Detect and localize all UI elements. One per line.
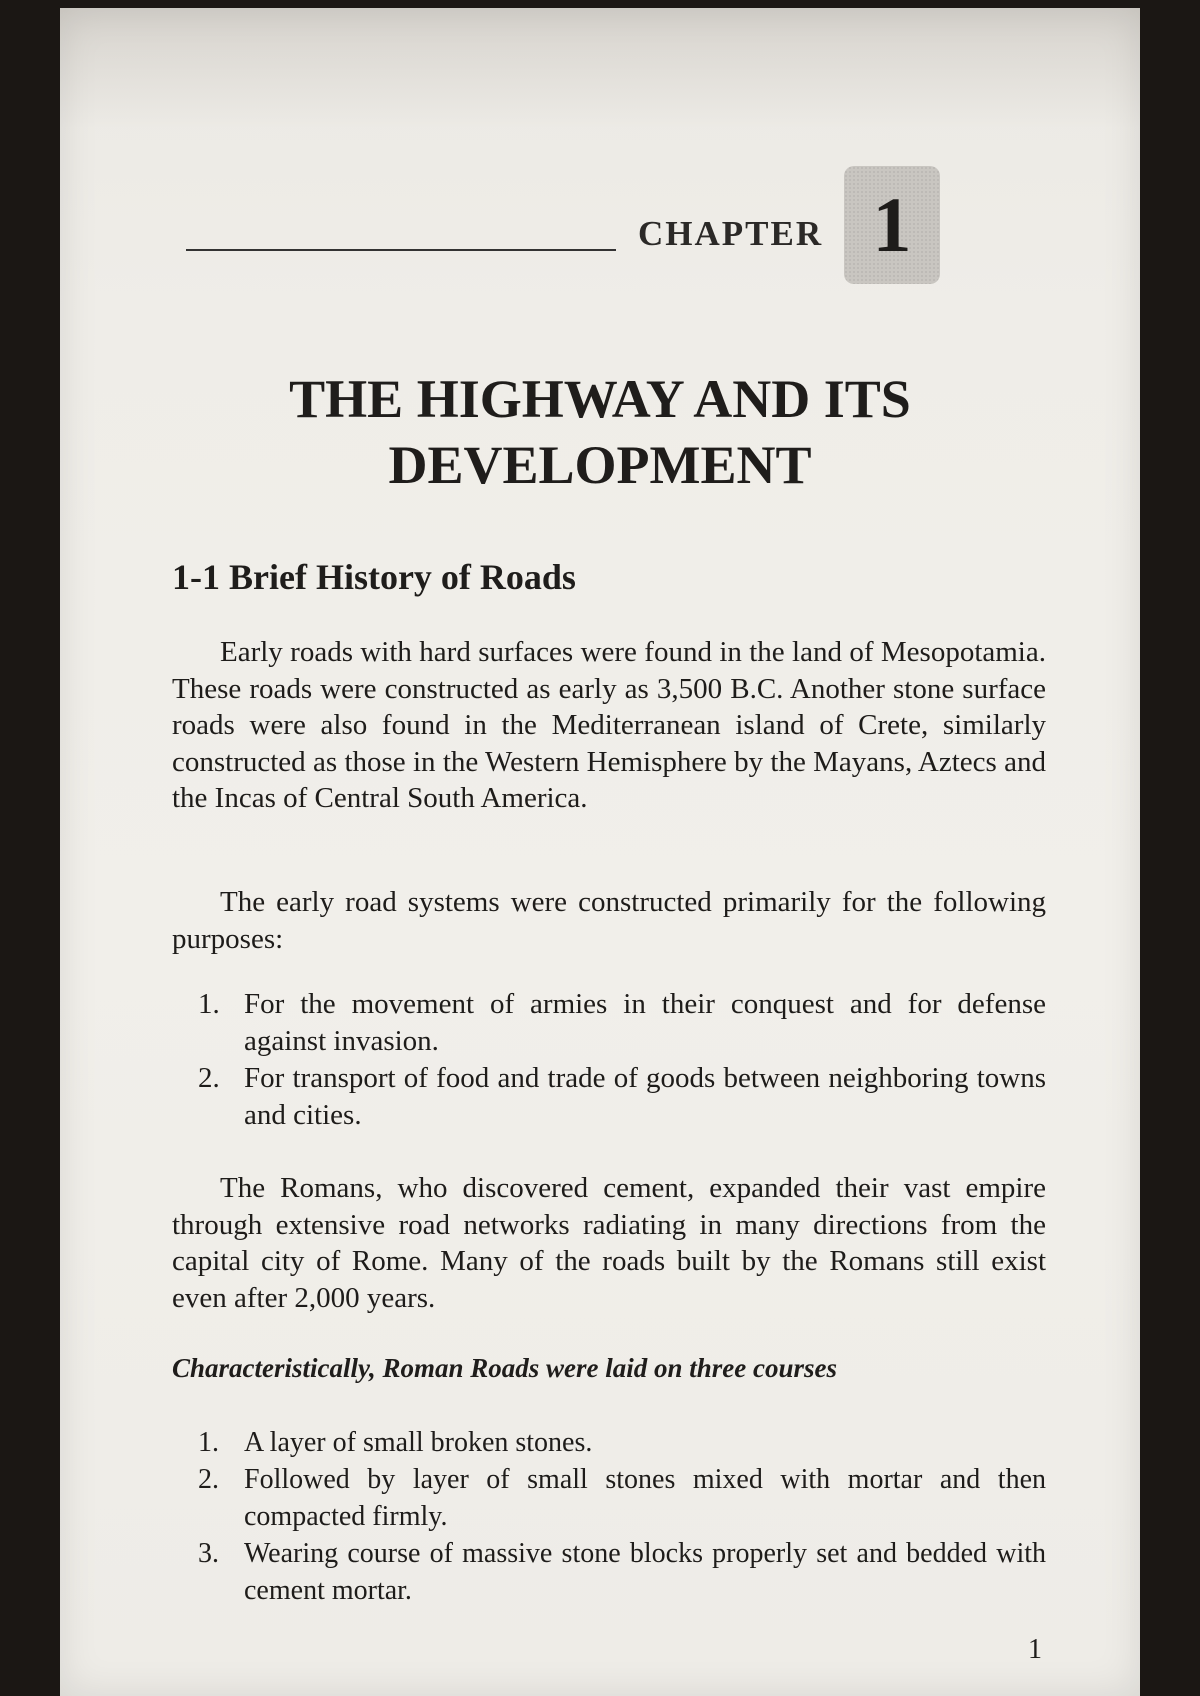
list-item-number: 2.	[198, 1062, 220, 1094]
chapter-title	[60, 366, 1140, 498]
list-item	[172, 1060, 1046, 1134]
list-item-number: 2.	[198, 1464, 219, 1495]
paragraph-purposes-intro: The early road systems were constructed primarily for the following purposes:	[172, 886, 1046, 955]
list-item	[172, 1424, 1046, 1461]
list-item-number: 1.	[198, 988, 220, 1020]
chapter-title-line-1: THE HIGHWAY AND ITS	[289, 369, 911, 429]
list-item-number: 1.	[198, 1427, 219, 1458]
courses-list	[172, 1424, 1046, 1609]
list-item	[172, 1461, 1046, 1535]
list-item	[172, 986, 1046, 1060]
list-item-text: For transport of food and trade of goods between neighboring towns and cities.	[244, 1062, 1046, 1131]
list-item-text: Followed by layer of small stones mixed with mortar and then compacted firmly.	[244, 1464, 1046, 1532]
list-item-text: A layer of small broken stones.	[244, 1427, 593, 1458]
page-number: 1	[1028, 1634, 1042, 1665]
list-item	[172, 1535, 1046, 1609]
chapter-number: 1	[872, 181, 912, 268]
chapter-label: CHAPTER	[638, 214, 824, 253]
section-heading: 1-1 Brief History of Roads	[172, 557, 576, 597]
list-item-number: 3.	[198, 1538, 219, 1569]
courses-heading: Characteristically, Roman Roads were laid on three courses	[172, 1353, 838, 1383]
chapter-title-line-2: DEVELOPMENT	[388, 435, 812, 495]
list-item-text: Wearing course of massive stone blocks properly set and bedded with cement mortar.	[244, 1538, 1046, 1606]
page-shadow	[60, 8, 1140, 128]
book-page	[60, 8, 1140, 1696]
list-item-text: For the movement of armies in their conquest and for defense against invasion.	[244, 988, 1046, 1057]
paragraph-romans: The Romans, who discovered cement, expanded their vast empire through extensive road networks radiating in many directions from the capital city of Rome. Many of the roads built by the Romans still exist even after 2,000 years.	[172, 1172, 1046, 1314]
purposes-list	[172, 986, 1046, 1134]
paragraph-mesopotamia: Early roads with hard surfaces were found in the land of Mesopotamia. These roads were constructed as early as 3,500 B.C. Another stone surface roads were also found in the Mediterranean island of Crete, similarly constructed as those in the Western Hemisphere by the Mayans, Aztecs and the Incas of Central South America.	[172, 636, 1046, 814]
chapter-rule	[186, 249, 616, 251]
